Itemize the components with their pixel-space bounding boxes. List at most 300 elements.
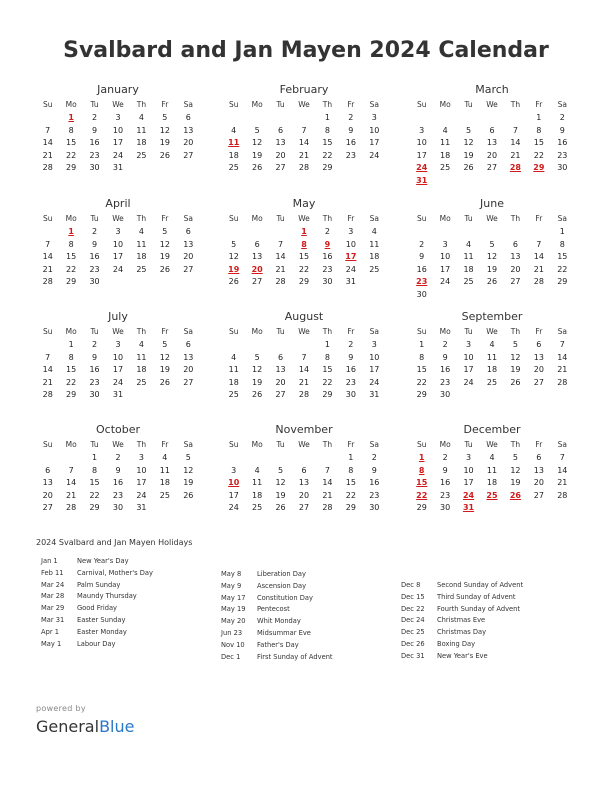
day-grid <box>410 452 574 515</box>
holiday-date: Dec 1 <box>221 652 241 661</box>
holiday-day-cell: 1 <box>68 227 74 236</box>
day-cell: 22 <box>298 264 310 274</box>
holiday-date: Dec 8 <box>401 581 421 589</box>
day-cell: 5 <box>162 340 168 349</box>
month-name: May <box>292 197 316 210</box>
holiday-item <box>41 556 153 568</box>
holiday-date: Mar 29 <box>41 604 65 613</box>
day-grid <box>36 452 200 515</box>
day-cell: 17 <box>369 138 380 147</box>
holiday-name: Whit Monday <box>257 617 301 626</box>
holiday-item <box>401 592 523 604</box>
day-cell: 25 <box>252 503 263 512</box>
day-cell: 30 <box>89 390 100 399</box>
day-cell: 18 <box>228 377 239 387</box>
holiday-name: Pentecost <box>257 605 290 614</box>
day-cell: 15 <box>298 252 310 261</box>
weekday-label: Fr <box>161 100 169 109</box>
empty-day-cell <box>480 226 503 239</box>
day-cell: 25 <box>228 163 239 172</box>
day-cell: 6 <box>45 465 51 475</box>
holiday-name: Second Sunday of Advent <box>437 581 524 589</box>
holiday-name: First Sunday of Advent <box>257 652 333 661</box>
day-cell: 9 <box>419 252 425 261</box>
day-cell: 19 <box>183 478 194 487</box>
day-cell: 9 <box>92 352 98 362</box>
day-cell: 12 <box>159 352 170 362</box>
weekday-label: We <box>298 214 310 223</box>
day-cell: 8 <box>536 125 542 135</box>
day-cell: 29 <box>298 277 310 286</box>
weekday-label: Sa <box>183 327 193 336</box>
day-cell: 31 <box>136 503 147 512</box>
weekday-label: Fr <box>535 440 543 449</box>
day-cell: 19 <box>510 365 521 374</box>
day-cell: 6 <box>185 227 191 236</box>
day-cell: 5 <box>466 125 472 135</box>
day-cell: 25 <box>463 277 474 286</box>
day-cell: 22 <box>557 264 568 274</box>
day-cell: 5 <box>162 113 168 122</box>
weekday-label: Su <box>416 100 427 109</box>
holiday-name: Fourth Sunday of Advent <box>437 604 521 613</box>
holiday-item <box>221 640 333 652</box>
weekday-label: We <box>112 214 124 223</box>
holiday-item <box>221 616 333 628</box>
month-name: October <box>95 423 141 436</box>
day-cell: 8 <box>324 125 330 135</box>
day-cell: 29 <box>322 390 333 399</box>
day-cell: 26 <box>510 377 521 387</box>
day-cell: 18 <box>136 138 147 147</box>
holiday-date: Mar 24 <box>41 580 65 589</box>
day-cell: 12 <box>510 465 521 475</box>
day-cell: 18 <box>486 478 498 487</box>
month-february <box>222 82 386 175</box>
day-cell: 2 <box>559 113 565 122</box>
empty-day-cell <box>457 112 480 125</box>
day-grid <box>410 112 574 187</box>
day-cell: 11 <box>136 125 147 135</box>
holiday-name: Easter Sunday <box>77 615 126 624</box>
day-cell: 24 <box>136 490 147 500</box>
weekday-label: Th <box>322 327 333 336</box>
day-cell: 14 <box>275 252 286 261</box>
weekday-label: Tu <box>90 214 99 223</box>
holiday-item <box>401 580 523 592</box>
weekday-label: We <box>112 327 124 336</box>
empty-day-cell <box>36 452 59 465</box>
day-cell: 10 <box>463 465 474 475</box>
holiday-item <box>221 628 333 640</box>
day-cell: 17 <box>112 365 124 374</box>
weekday-label: Fr <box>535 327 543 336</box>
day-cell: 19 <box>486 264 498 274</box>
day-cell: 2 <box>442 453 448 462</box>
day-cell: 23 <box>89 264 100 274</box>
day-cell: 19 <box>510 478 521 487</box>
day-cell: 23 <box>89 377 100 387</box>
day-cell: 18 <box>159 478 170 487</box>
day-cell: 4 <box>138 113 144 122</box>
day-cell: 17 <box>112 252 124 261</box>
day-cell: 16 <box>89 138 100 147</box>
weekday-label: We <box>486 100 498 109</box>
day-cell: 7 <box>536 239 542 249</box>
day-cell: 14 <box>42 252 53 261</box>
day-cell: 15 <box>322 138 333 147</box>
day-cell: 11 <box>486 352 498 362</box>
day-cell: 9 <box>559 125 565 135</box>
holiday-item <box>401 604 523 616</box>
day-cell: 3 <box>371 340 377 349</box>
empty-day-cell <box>269 112 292 125</box>
weekday-label: Mo <box>65 440 77 449</box>
day-cell: 28 <box>322 503 333 512</box>
day-cell: 23 <box>112 490 124 500</box>
day-cell: 6 <box>536 340 542 349</box>
holiday-item <box>401 627 523 639</box>
day-cell: 10 <box>369 125 380 135</box>
weekday-label: We <box>486 214 498 223</box>
day-cell: 6 <box>489 125 495 135</box>
day-cell: 14 <box>42 365 53 374</box>
weekday-header <box>36 212 200 226</box>
day-cell: 20 <box>183 365 194 374</box>
day-cell: 20 <box>533 478 544 487</box>
weekday-header <box>222 325 386 339</box>
holiday-column <box>41 556 153 650</box>
weekday-label: Sa <box>369 100 379 109</box>
day-cell: 20 <box>275 377 286 387</box>
day-cell: 18 <box>136 365 147 374</box>
day-cell: 27 <box>183 264 194 274</box>
day-cell: 3 <box>115 113 121 122</box>
day-cell: 13 <box>275 365 286 374</box>
day-cell: 30 <box>440 390 451 399</box>
day-cell: 11 <box>136 239 147 249</box>
day-cell: 16 <box>112 478 124 487</box>
day-cell: 28 <box>298 390 310 399</box>
day-cell: 15 <box>66 252 77 261</box>
weekday-label: Tu <box>90 327 99 336</box>
weekday-label: Su <box>42 327 53 336</box>
weekday-label: Fr <box>347 440 355 449</box>
holiday-date: Jan 1 <box>41 557 58 565</box>
generalblue-logo[interactable] <box>36 717 134 736</box>
day-cell: 26 <box>463 163 474 172</box>
holiday-day-cell: 29 <box>533 163 545 172</box>
weekday-label: Tu <box>464 440 473 449</box>
holiday-date: May 19 <box>221 605 246 614</box>
holiday-item <box>401 639 523 651</box>
holiday-day-cell: 24 <box>462 490 475 500</box>
day-cell: 24 <box>112 377 124 387</box>
day-cell: 9 <box>92 239 98 249</box>
holiday-name: New Year's Day <box>77 557 129 565</box>
holiday-date: May 9 <box>221 581 242 590</box>
holiday-date: May 20 <box>221 617 246 626</box>
holiday-day-cell: 25 <box>486 490 498 500</box>
day-cell: 22 <box>345 490 356 500</box>
day-cell: 3 <box>466 453 472 462</box>
weekday-label: Th <box>136 214 147 223</box>
month-june <box>410 196 574 301</box>
weekday-label: Th <box>510 100 521 109</box>
day-cell: 11 <box>440 138 451 147</box>
day-cell: 27 <box>183 377 194 387</box>
weekday-label: Tu <box>464 327 473 336</box>
day-cell: 28 <box>42 277 53 286</box>
day-cell: 17 <box>463 478 474 487</box>
day-cell: 7 <box>559 453 565 462</box>
month-name: June <box>480 197 504 210</box>
day-cell: 12 <box>510 352 521 362</box>
day-cell: 4 <box>138 227 144 236</box>
holiday-item <box>401 651 523 663</box>
weekday-label: We <box>486 440 498 449</box>
empty-day-cell <box>504 112 527 125</box>
day-cell: 30 <box>369 503 380 512</box>
day-cell: 11 <box>228 365 239 374</box>
holiday-date: Dec 24 <box>401 616 425 625</box>
day-grid <box>36 339 200 402</box>
holiday-day-cell: 9 <box>324 239 331 249</box>
day-cell: 7 <box>45 352 51 362</box>
weekday-label: We <box>486 327 498 336</box>
day-cell: 10 <box>416 138 427 147</box>
weekday-header <box>410 438 574 452</box>
weekday-label: Sa <box>369 214 379 223</box>
day-cell: 20 <box>510 264 521 274</box>
day-cell: 15 <box>322 365 333 374</box>
day-cell: 21 <box>42 150 53 160</box>
weekday-label: Sa <box>557 100 567 109</box>
empty-day-cell <box>269 339 292 352</box>
holiday-date: May 8 <box>221 570 242 578</box>
day-cell: 29 <box>345 503 356 512</box>
day-cell: 18 <box>252 490 263 500</box>
day-cell: 23 <box>369 490 380 500</box>
day-cell: 27 <box>252 277 263 286</box>
empty-day-cell <box>433 112 456 125</box>
day-cell: 23 <box>557 150 568 160</box>
day-cell: 7 <box>45 239 51 249</box>
weekday-label: Th <box>510 440 521 449</box>
weekday-label: Su <box>42 214 53 223</box>
empty-day-cell <box>316 452 339 465</box>
weekday-label: Mo <box>65 100 77 109</box>
holiday-day-cell: 1 <box>68 113 74 122</box>
day-cell: 18 <box>486 365 498 374</box>
day-cell: 1 <box>536 113 542 122</box>
holiday-day-cell: 31 <box>416 175 428 185</box>
month-name: January <box>97 83 139 96</box>
day-cell: 12 <box>159 125 170 135</box>
holiday-date: Dec 22 <box>401 604 425 613</box>
day-cell: 26 <box>159 264 170 274</box>
day-cell: 27 <box>275 163 286 172</box>
day-cell: 9 <box>115 465 121 475</box>
day-cell: 13 <box>298 478 310 487</box>
day-cell: 4 <box>442 125 448 135</box>
holiday-name: Liberation Day <box>257 570 306 578</box>
day-cell: 7 <box>324 465 330 475</box>
day-cell: 11 <box>463 252 474 261</box>
day-cell: 25 <box>486 377 498 387</box>
day-cell: 24 <box>369 150 380 160</box>
day-cell: 9 <box>442 465 448 475</box>
day-cell: 29 <box>66 277 77 286</box>
day-cell: 10 <box>112 239 124 249</box>
day-cell: 1 <box>419 340 425 349</box>
day-cell: 21 <box>42 264 53 274</box>
weekday-label: Th <box>322 440 333 449</box>
holiday-name: Father's Day <box>257 640 299 649</box>
weekday-label: Th <box>510 327 521 336</box>
holiday-item <box>221 581 333 593</box>
day-cell: 7 <box>512 125 518 135</box>
day-cell: 8 <box>419 352 425 362</box>
weekday-label: Fr <box>161 440 169 449</box>
weekday-label: Su <box>228 100 239 109</box>
day-cell: 5 <box>162 227 168 236</box>
day-cell: 19 <box>463 150 474 160</box>
weekday-label: Su <box>416 440 427 449</box>
day-cell: 22 <box>89 490 100 500</box>
empty-day-cell <box>410 226 433 239</box>
day-cell: 16 <box>322 252 333 261</box>
holiday-name: Boxing Day <box>437 639 476 648</box>
holiday-name: Ascension Day <box>257 581 307 590</box>
day-cell: 3 <box>231 465 237 475</box>
month-name: April <box>105 197 131 210</box>
holiday-name: New Year's Eve <box>437 651 488 660</box>
day-cell: 8 <box>324 352 330 362</box>
holiday-day-cell: 24 <box>416 163 428 172</box>
weekday-label: We <box>298 100 310 109</box>
day-cell: 19 <box>159 138 170 147</box>
weekday-label: Mo <box>439 440 451 449</box>
day-cell: 14 <box>298 365 310 374</box>
day-cell: 27 <box>183 150 194 160</box>
day-cell: 1 <box>348 453 354 462</box>
day-cell: 1 <box>324 113 330 122</box>
day-cell: 29 <box>89 503 100 512</box>
day-cell: 7 <box>278 239 284 249</box>
holiday-date: Feb 11 <box>41 568 64 577</box>
day-grid <box>222 452 386 515</box>
day-cell: 2 <box>419 239 425 249</box>
day-grid <box>36 112 200 175</box>
day-cell: 8 <box>68 352 74 362</box>
month-name: September <box>461 310 523 323</box>
holiday-day-cell: 28 <box>509 163 521 172</box>
weekday-label: We <box>298 327 310 336</box>
day-cell: 28 <box>42 163 53 172</box>
month-october <box>36 422 200 515</box>
empty-day-cell <box>36 339 59 352</box>
holidays-title: 2024 Svalbard and Jan Mayen Holidays <box>36 538 193 547</box>
day-cell: 27 <box>42 503 53 512</box>
day-cell: 5 <box>254 352 260 362</box>
day-cell: 22 <box>66 264 77 274</box>
day-cell: 29 <box>66 390 77 399</box>
day-cell: 23 <box>440 377 451 387</box>
holiday-column <box>401 580 523 663</box>
day-cell: 13 <box>252 252 263 261</box>
holiday-date: Apr 1 <box>41 627 59 636</box>
day-cell: 18 <box>228 150 239 160</box>
weekday-label: Tu <box>276 327 285 336</box>
holiday-day-cell: 1 <box>301 227 307 236</box>
day-cell: 29 <box>557 277 568 286</box>
day-cell: 9 <box>92 125 98 135</box>
holiday-name: Labour Day <box>77 639 116 648</box>
day-cell: 2 <box>371 453 377 462</box>
page-title: Svalbard and Jan Mayen 2024 Calendar <box>63 38 549 63</box>
day-cell: 13 <box>183 352 194 362</box>
day-cell: 13 <box>533 465 544 475</box>
day-cell: 30 <box>89 277 100 286</box>
weekday-label: Mo <box>439 100 451 109</box>
day-cell: 15 <box>416 365 427 374</box>
day-cell: 20 <box>42 490 53 500</box>
holiday-day-cell: 1 <box>418 453 425 462</box>
weekday-label: Sa <box>183 440 193 449</box>
day-grid <box>410 339 574 402</box>
day-cell: 21 <box>533 264 544 274</box>
weekday-label: Sa <box>183 100 193 109</box>
empty-day-cell <box>222 339 245 352</box>
day-cell: 20 <box>298 490 310 500</box>
holiday-name: Carnival, Mother's Day <box>77 568 153 577</box>
day-cell: 24 <box>463 377 474 387</box>
month-name: March <box>475 83 509 96</box>
holiday-item <box>221 593 333 605</box>
day-cell: 15 <box>66 365 77 374</box>
day-cell: 5 <box>185 453 191 462</box>
day-cell: 4 <box>231 125 237 135</box>
day-cell: 17 <box>369 365 380 374</box>
month-january <box>36 82 200 175</box>
day-cell: 12 <box>486 252 498 261</box>
day-cell: 28 <box>557 377 568 387</box>
holiday-item <box>41 568 153 580</box>
day-cell: 8 <box>68 239 74 249</box>
day-cell: 29 <box>66 163 77 172</box>
weekday-label: Mo <box>251 440 263 449</box>
day-cell: 26 <box>228 277 239 286</box>
empty-day-cell <box>292 112 315 125</box>
day-cell: 12 <box>275 478 286 487</box>
day-cell: 22 <box>322 377 333 387</box>
day-cell: 15 <box>89 478 100 487</box>
day-cell: 10 <box>112 352 124 362</box>
month-name: July <box>108 310 128 323</box>
empty-day-cell <box>36 226 59 239</box>
weekday-label: Th <box>136 440 147 449</box>
weekday-label: Mo <box>65 214 77 223</box>
holiday-day-cell: 15 <box>416 478 428 487</box>
month-name: December <box>463 423 521 436</box>
weekday-label: Fr <box>347 100 355 109</box>
holiday-date: Mar 31 <box>41 615 65 624</box>
day-cell: 27 <box>533 377 544 387</box>
weekday-label: Su <box>416 214 427 223</box>
day-cell: 28 <box>275 277 286 286</box>
day-cell: 17 <box>112 138 124 147</box>
